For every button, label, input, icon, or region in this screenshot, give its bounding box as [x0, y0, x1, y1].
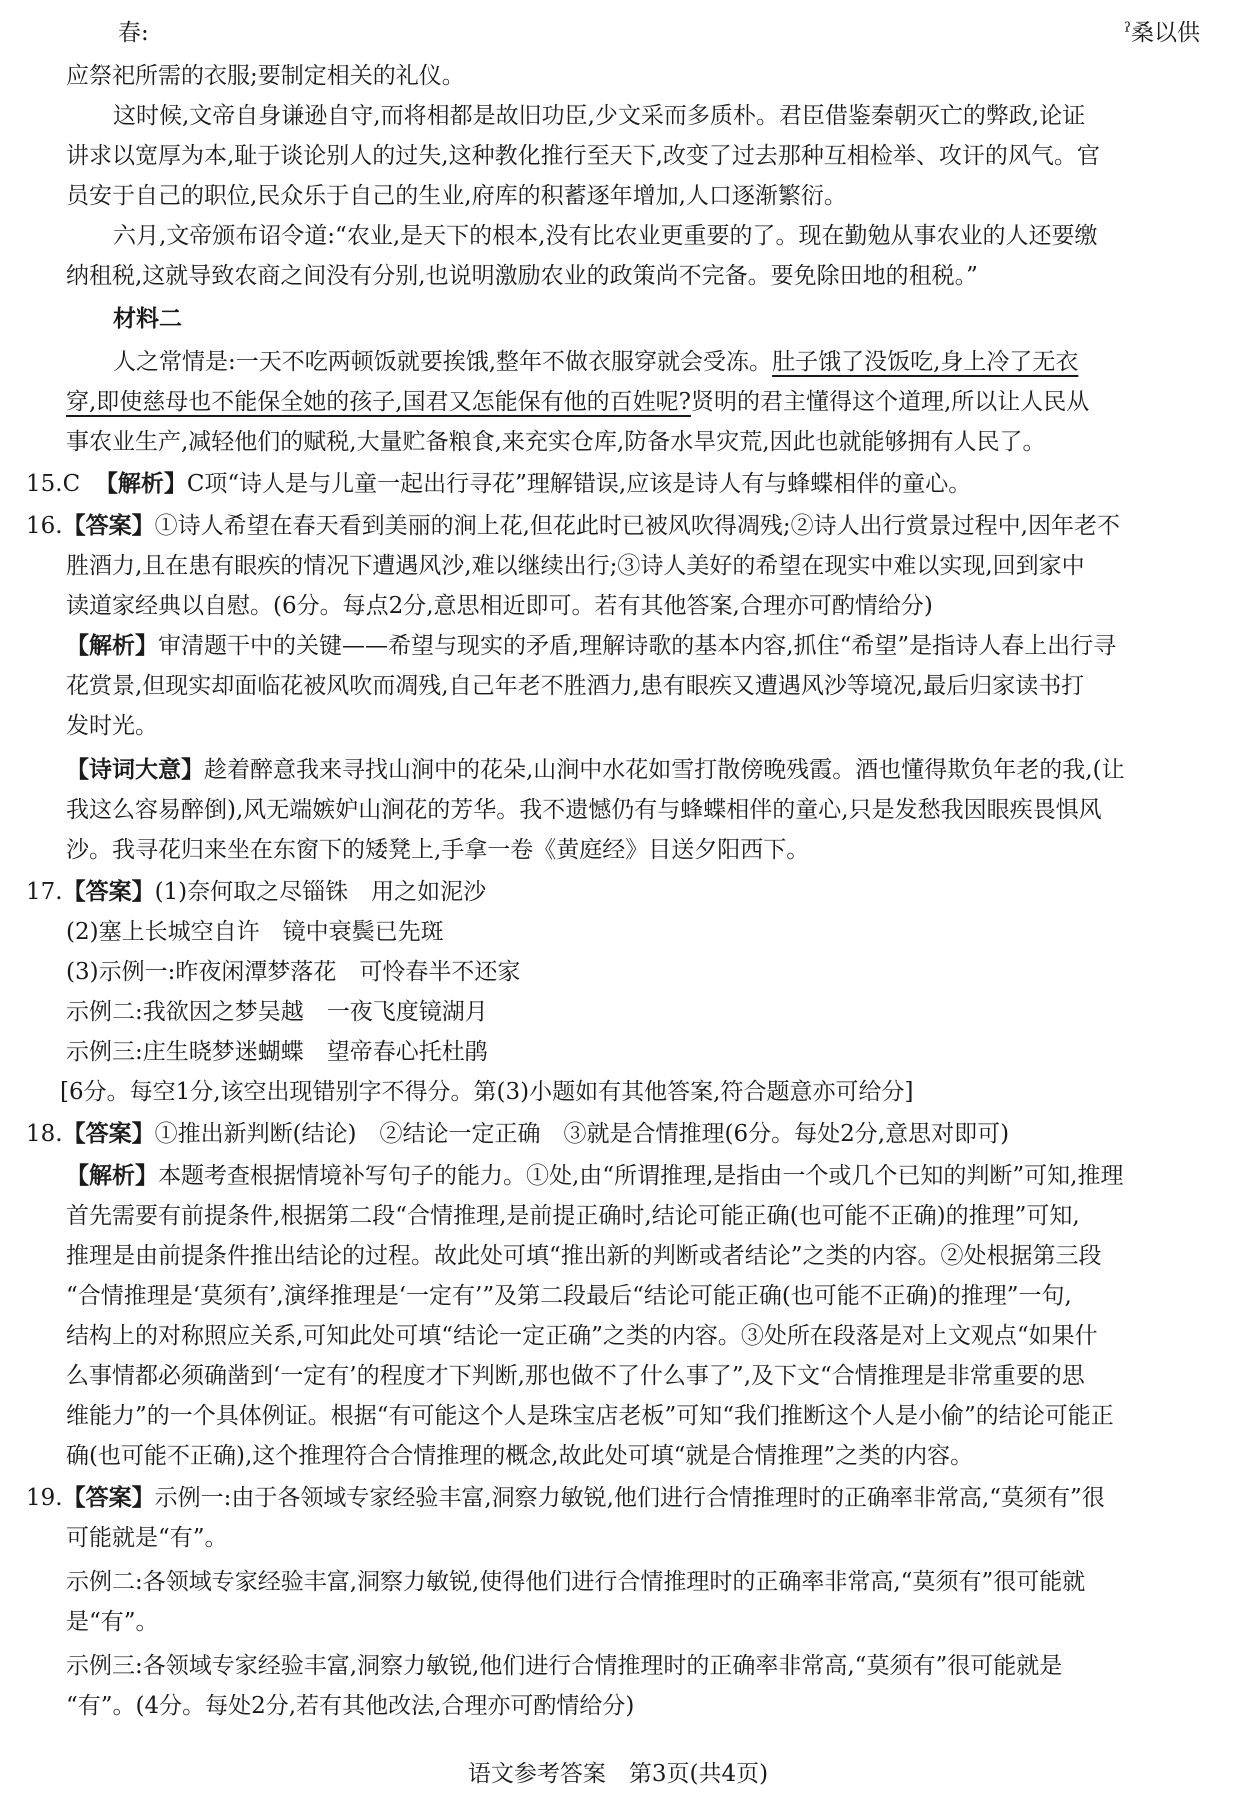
page-footer: 语文参考答案 第3页(共4页): [467, 1761, 769, 1787]
material-one-p1-line-2: 讲求以宽厚为本,耻于谈论别人的过失,这种教化推行至天下,改变了过去那种互相检举、攻讦的风气。官: [66, 143, 1100, 169]
q17-line-1: [0, 872, 1236, 912]
material-two-line-3: 事农业生产,减轻他们的赋税,大量贮备粮食,来充实仓库,防备水旱灾荒,因此也就能够拥有人民了。: [66, 429, 1046, 455]
material-two-line-1: [0, 342, 1236, 382]
q16-analysis-line-3: 发时光。: [66, 713, 158, 739]
q18-answer-line: [0, 1114, 1236, 1154]
q16-answer-line-2: 胜酒力,且在患有眼疾的情况下遭遇风沙,难以继续出行;③诗人美好的希望在现实中难以实现,回到家中: [66, 553, 1085, 579]
q19-number: 19.: [26, 1485, 63, 1511]
q16-analysis-text-1: 审清题干中的关键——希望与现实的矛盾,理解诗歌的基本内容,抓住“希望”是指诗人春上出行寻: [158, 633, 1117, 659]
q18-analysis-line-2: 首先需要有前提条件,根据第二段“合情推理,是前提正确时,结论可能正确(也可能不正确)的推理”可知,: [66, 1203, 1080, 1229]
q17-number: 17.: [26, 879, 63, 905]
q18-analysis-line-8: 确(也可能不正确),这个推理符合合情推理的概念,故此处可填“就是合情推理”之类的内容。: [66, 1443, 974, 1469]
material-two-title: 材料二: [113, 305, 182, 332]
q19-answer-tag: 【答案】: [62, 1484, 155, 1511]
material-one-p1-line-3: 员安于自己的职位,民众乐于自己的生业,府库的积蓄逐年增加,人口逐渐繁衍。: [66, 183, 847, 209]
q16-meaning-text-1: 趁着醉意我来寻找山涧中的花朵,山涧中水花如雪打散傍晚残霞。酒也懂得欺负年老的我,(让: [204, 757, 1125, 783]
material-one-p2-line-2: 纳租税,这就导致农商之间没有分别,也说明激励农业的政策尚不完备。要免除田地的租税。”: [66, 263, 978, 289]
q16-analysis-line-1: [0, 626, 1236, 666]
material-two-line-2-underlined: 穿,即使慈母也不能保全她的孩子,国君又怎能保有他的百姓呢?: [66, 389, 691, 415]
material-two-line-1-plain: 人之常情是:一天不吃两顿饭就要挨饿,整年不做衣服穿就会受冻。: [113, 349, 773, 375]
q16-answer-line-1: [0, 506, 1236, 546]
q15-text: C项“诗人是与儿童一起出行寻花”理解错误,应该是诗人有与蜂蝶相伴的童心。: [186, 471, 972, 497]
q19-line-4: 是“有”。: [66, 1609, 159, 1635]
q17-text-1: (1)奈何取之尽锱铢 用之如泥沙: [154, 879, 487, 905]
q18-analysis-text-1: 本题考查根据情境补写句子的能力。①处,由“所谓推理,是指由一个或几个已知的判断”可知,推理: [158, 1163, 1124, 1189]
q16-analysis-tag: 【解析】: [66, 632, 158, 659]
q17-line-2: (2)塞上长城空自许 镜中衰鬓已先斑: [66, 919, 444, 945]
material-two-line-1-underlined: 肚子饿了没饭吃,身上冷了无衣: [772, 349, 1079, 375]
q16-meaning-tag: 【诗词大意】: [66, 756, 204, 783]
q19-line-2: 可能就是“有”。: [66, 1525, 228, 1551]
material-one-line-0: 应祭祀所需的衣服;要制定相关的礼仪。: [66, 63, 465, 89]
q15-line: [0, 464, 1236, 504]
q17-line-4: 示例二:我欲因之梦吴越 一夜飞度镜湖月: [66, 999, 488, 1025]
q19-text-1: 示例一:由于各领域专家经验丰富,洞察力敏锐,他们进行合情推理时的正确率非常高,“莫须有”很: [154, 1485, 1105, 1511]
q17-line-5: 示例三:庄生晓梦迷蝴蝶 望帝春心托杜鹃: [66, 1039, 488, 1065]
q18-analysis-line-5: 结构上的对称照应关系,可知此处可填“结论一定正确”之类的内容。③处所在段落是对上文观点“如果什: [66, 1323, 1098, 1349]
material-two-line-2: [0, 382, 1236, 422]
q15-number: 15.C: [26, 471, 81, 497]
q16-answer-tag: 【答案】: [62, 512, 155, 539]
q18-answer-text: ①推出新判断(结论) ②结论一定正确 ③就是合情推理(6分。每处2分,意思对即可): [154, 1121, 1010, 1147]
q16-meaning-line-2: 我这么容易醉倒),风无端嫉妒山涧花的芳华。我不遗憾仍有与蜂蝶相伴的童心,只是发愁我因眼疾畏惧风: [66, 797, 1102, 823]
q16-answer-line-3: 读道家经典以自慰。(6分。每点2分,意思相近即可。若有其他答案,合理亦可酌情给分): [66, 593, 933, 619]
material-one-p2-line-1: 六月,文帝颁布诏令道:“农业,是天下的根本,没有比农业更重要的了。现在勤勉从事农业的人还要缴: [113, 223, 1098, 249]
q16-analysis-line-2: 花赏景,但现实却面临花被风吹而凋残,自己年老不胜酒力,患有眼疾又遭遇风沙等境况,最后归家读书打: [66, 673, 1085, 699]
q16-meaning-line-1: [0, 750, 1236, 790]
header-right-fragment: ˀ桑以供: [1124, 20, 1200, 46]
q19-line-5: 示例三:各领域专家经验丰富,洞察力敏锐,他们进行合情推理时的正确率非常高,“莫须有”很可能就是: [66, 1653, 1063, 1679]
q18-answer-tag: 【答案】: [62, 1120, 155, 1147]
q18-analysis-tag: 【解析】: [66, 1162, 158, 1189]
q19-line-3: 示例二:各领域专家经验丰富,洞察力敏锐,使得他们进行合情推理时的正确率非常高,“莫须有”很可能就: [66, 1569, 1086, 1595]
q19-line-1: [0, 1478, 1236, 1518]
q16-answer-text-1: ①诗人希望在春天看到美丽的涧上花,但花此时已被风吹得凋残;②诗人出行赏景过程中,因年老不: [154, 513, 1120, 539]
material-one-p1-line-1: 这时候,文帝自身谦逊自守,而将相都是故旧功臣,少文采而多质朴。君臣借鉴秦朝灭亡的弊政,论证: [113, 103, 1086, 129]
q18-number: 18.: [26, 1121, 63, 1147]
q15-analysis-tag: 【解析】: [94, 470, 187, 497]
q18-analysis-line-1: [0, 1156, 1236, 1196]
q18-analysis-line-6: 么事情都必须确凿到‘一定有’的程度才下判断,那也做不了什么事了”,及下文“合情推理是非常重要的思: [66, 1363, 1085, 1389]
q16-number: 16.: [26, 513, 63, 539]
q18-analysis-line-3: 推理是由前提条件推出结论的过程。故此处可填“推出新的判断或者结论”之类的内容。②处根据第三段: [66, 1243, 1102, 1269]
q16-meaning-line-3: 沙。我寻花归来坐在东窗下的矮凳上,手拿一卷《黄庭经》目送夕阳西下。: [66, 837, 810, 863]
q17-line-6: [6分。每空1分,该空出现错别字不得分。第(3)小题如有其他答案,符合题意亦可给分]: [60, 1079, 914, 1105]
q18-analysis-line-7: 维能力”的一个具体例证。根据“有可能这个人是珠宝店老板”可知“我们推断这个人是小偷”的结论可能正: [66, 1403, 1114, 1429]
material-two-line-2-plain: 贤明的君主懂得这个道理,所以让人民从: [690, 389, 1090, 415]
header-left-fragment: 春:: [118, 20, 149, 46]
q19-line-6: “有”。(4分。每处2分,若有其他改法,合理亦可酌情给分): [66, 1693, 635, 1719]
q18-analysis-line-4: “合情推理是‘莫须有’,演绎推理是‘一定有’”及第二段最后“结论可能正确(也可能不正确)的推理”一句,: [66, 1283, 1072, 1309]
q17-answer-tag: 【答案】: [62, 878, 155, 905]
q17-line-3: (3)示例一:昨夜闲潭梦落花 可怜春半不还家: [66, 959, 521, 985]
